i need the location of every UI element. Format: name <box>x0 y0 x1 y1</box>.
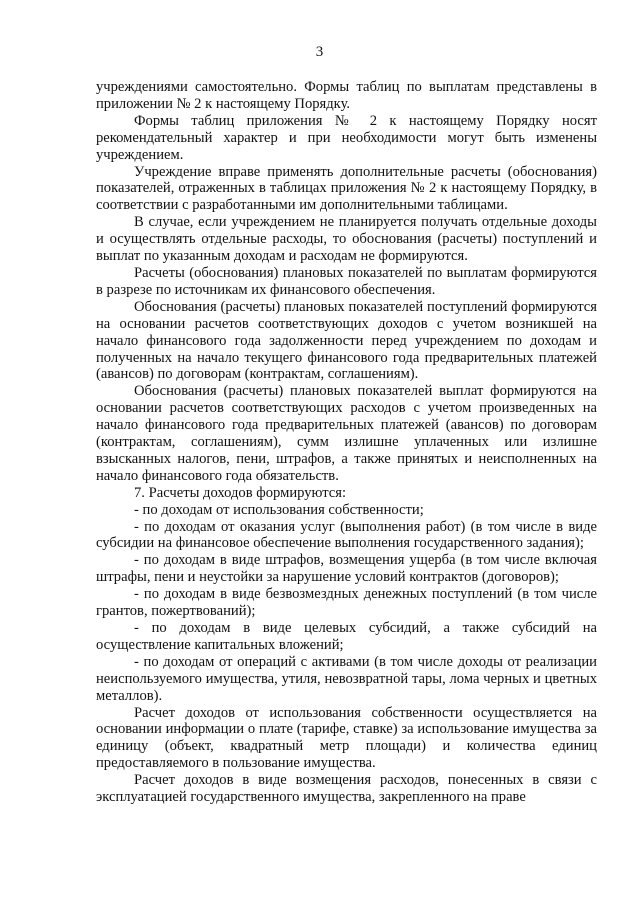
paragraph: Расчет доходов от использования собственности осуществляется на основании информации о плате (тарифе, ставке) за использование имущества за единицу (объект, квадратный метр площади) и количества единиц предоставляемого в пользование имущества. <box>96 704 597 772</box>
paragraph: В случае, если учреждением не планируется получать отдельные доходы и осуществлять отдельные расходы, то обоснования (расчеты) поступлений и выплат по указанным доходам и расходам не формируются. <box>96 214 597 265</box>
list-item: - по доходам в виде штрафов, возмещения ущерба (в том числе включая штрафы, пени и неустойки за нарушение условий контрактов (договоров); <box>96 552 597 586</box>
section-heading: 7. Расчеты доходов формируются: <box>134 484 347 501</box>
list-item: - по доходам в виде безвозмездных денежных поступлений (в том числе грантов, пожертвований); <box>96 586 597 620</box>
paragraph: Расчеты (обоснования) плановых показателей по выплатам формируются в разрезе по источникам их финансового обеспечения. <box>96 264 597 298</box>
paragraph: Учреждение вправе применять дополнительные расчеты (обоснования) показателей, отраженных в таблицах приложения № 2 к настоящему Порядку, в соответствии с разработанными им дополнительными таблицами. <box>96 163 597 214</box>
page-number: 3 <box>315 44 324 60</box>
paragraph: Формы таблиц приложения № 2 к настоящему Порядку носят рекомендательный характер и при необходимости могут быть изменены учреждением. <box>96 112 597 163</box>
paragraph: Расчет доходов в виде возмещения расходов, понесенных в связи с эксплуатацией государственного имущества, закрепленного на праве <box>96 772 597 806</box>
list-item: - по доходам в виде целевых субсидий, а также субсидий на осуществление капитальных вложений; <box>96 620 597 653</box>
list-item: - по доходам от операций с активами (в том числе доходы от реализации неиспользуемого имущества, утиля, невозвратной тары, лома черных и цветных металлов). <box>96 653 597 704</box>
list-item: - по доходам от оказания услуг (выполнения работ) (в том числе в виде субсидии на финансовое обеспечение выполнения государственного задания); <box>96 518 597 552</box>
paragraph: учреждениями самостоятельно. Формы таблиц по выплатам представлены в приложении № 2 к настоящему Порядку. <box>96 79 597 112</box>
list-item: - по доходам от использования собственности; <box>134 501 424 518</box>
paragraph: Обоснования (расчеты) плановых показателей поступлений формируются на основании расчетов соответствующих доходов с учетом возникшей на начало финансового года задолженности перед учреждением по доходам и полученных на начало текущего финансового года предварительных платежей (авансов) по договорам (контрактам, соглашениям). <box>96 298 597 383</box>
document-body <box>96 79 597 806</box>
paragraph: Обоснования (расчеты) плановых показателей выплат формируются на основании расчетов соответствующих расходов с учетом произведенных на начало финансового года предварительных платежей (авансов) по договорам (контрактам, соглашениям), сумм излишне уплаченных или излишне взысканных налогов, пени, штрафов, а также принятых и неисполненных на начало финансового года обязательств. <box>96 383 597 484</box>
